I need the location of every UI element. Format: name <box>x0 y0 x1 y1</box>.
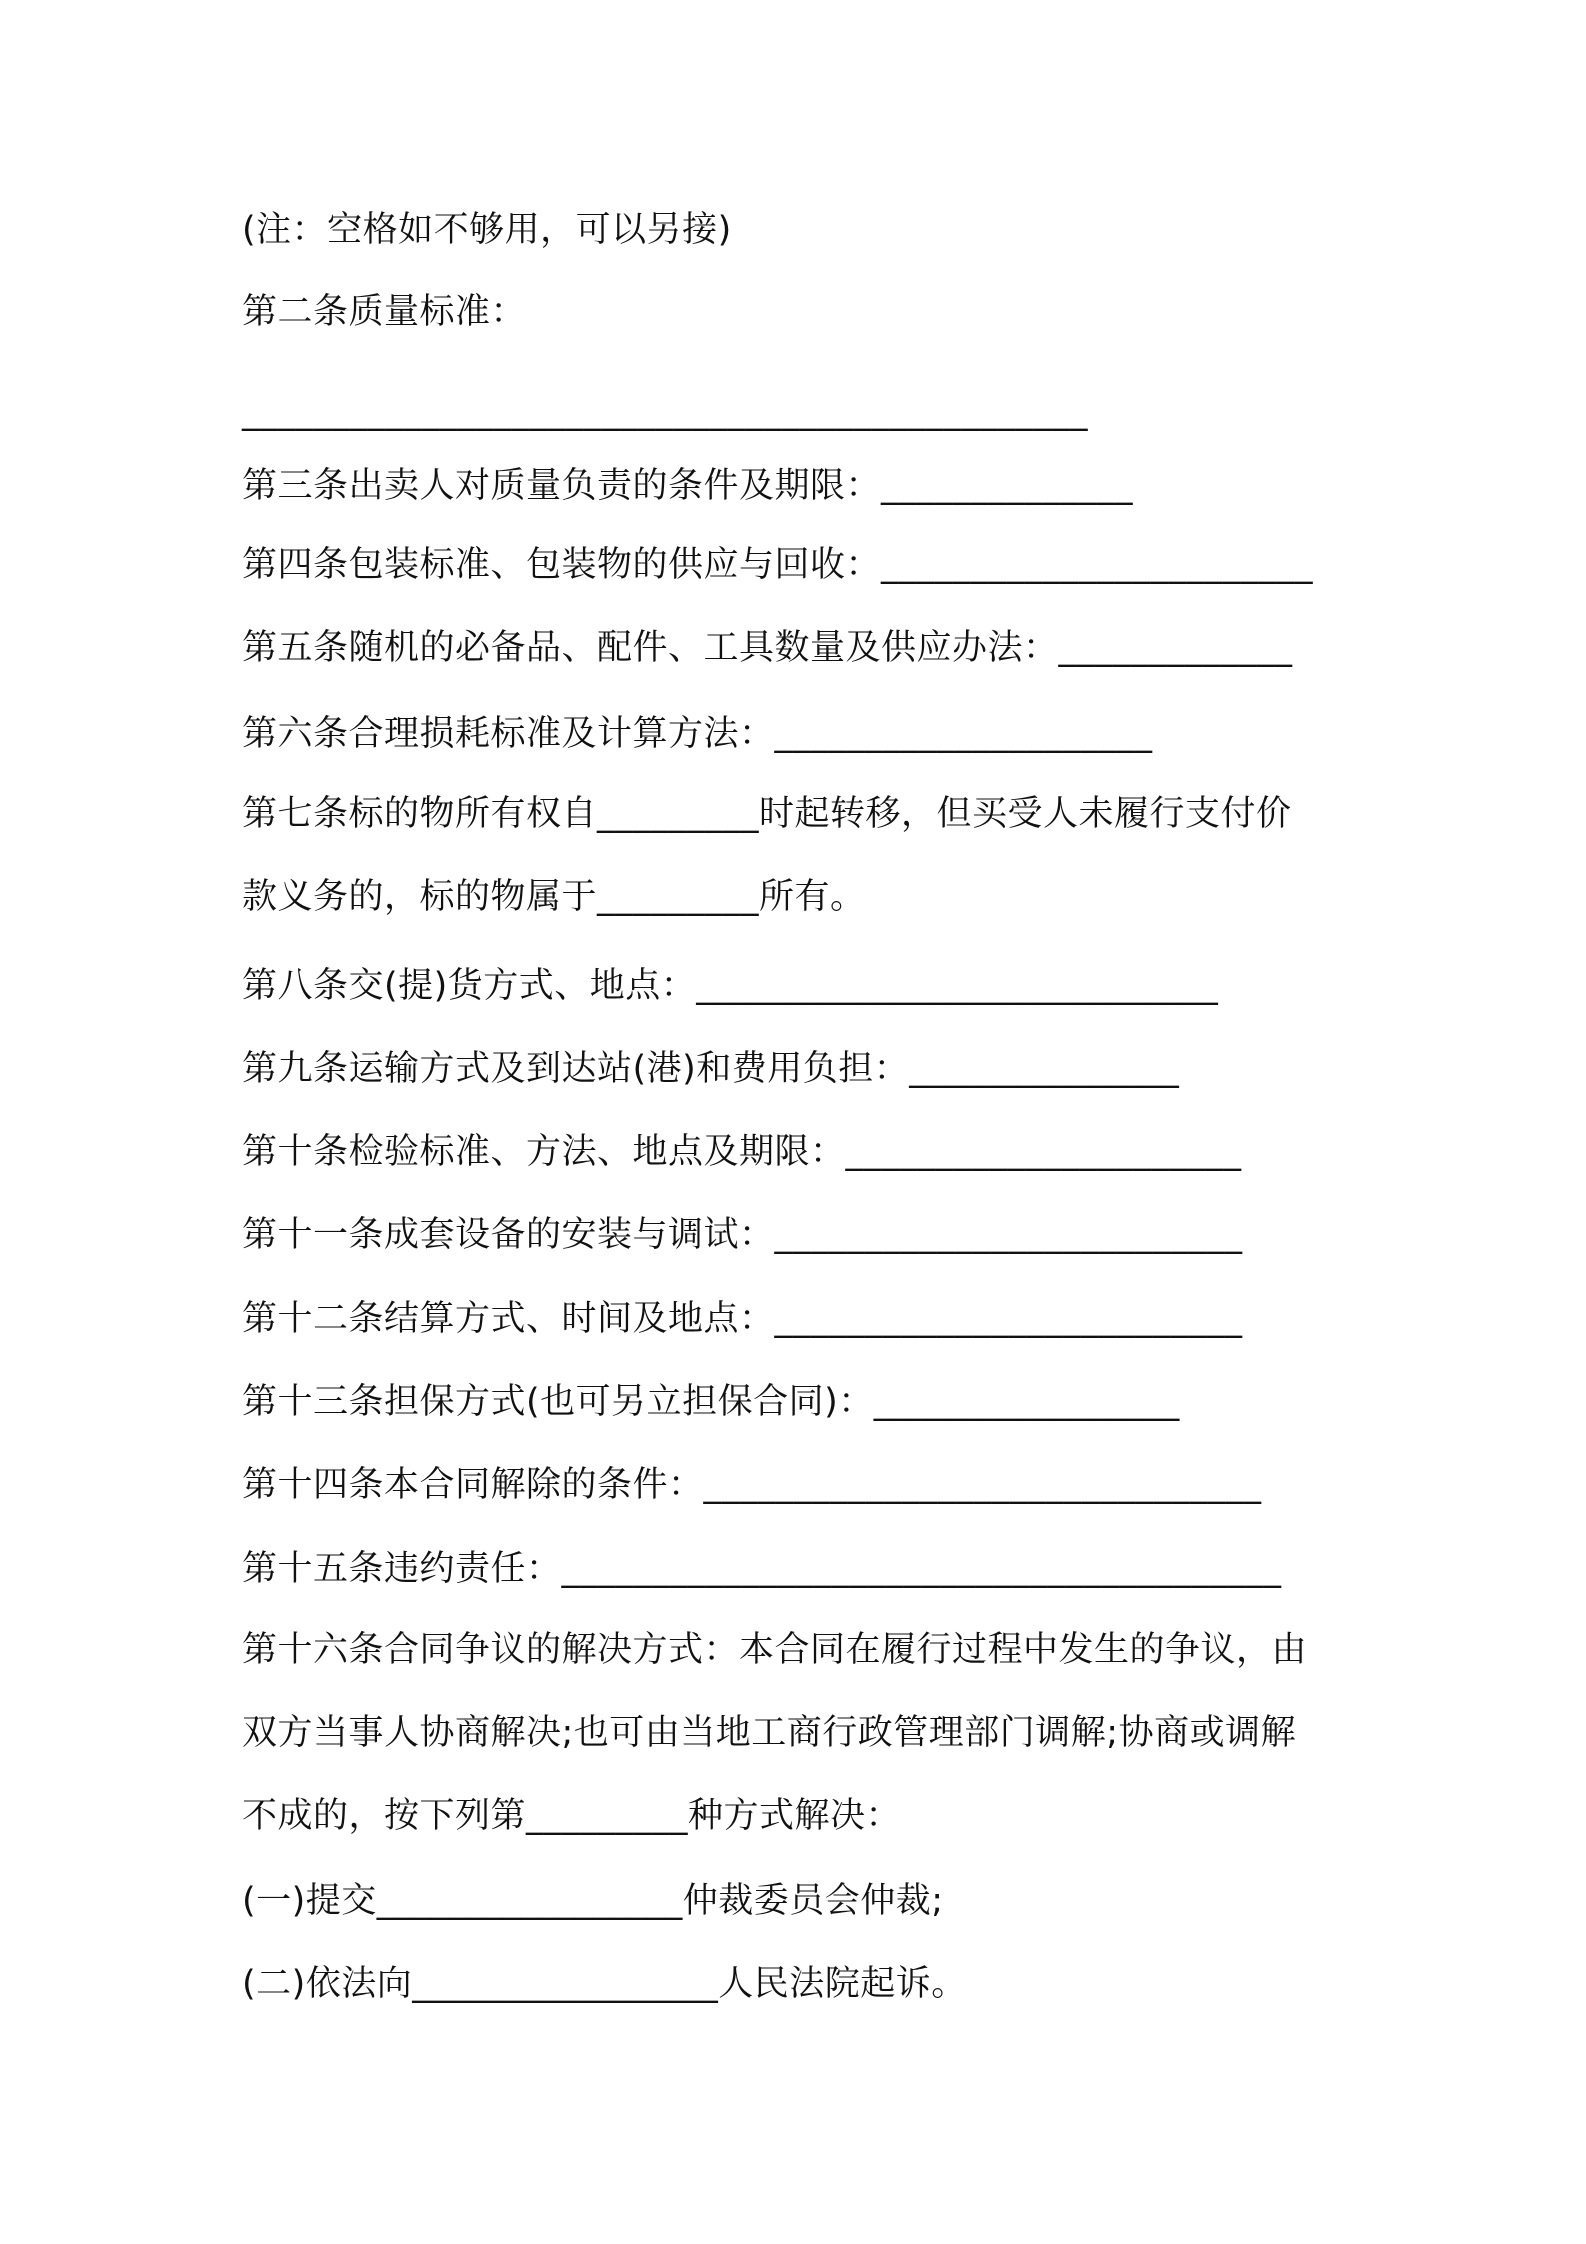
option-2: (二)依法向_________________人民法院起诉。 <box>242 1964 967 2004</box>
article-4: 第四条包装标准、包装物的供应与回收：________________________ <box>242 545 1314 585</box>
article-13: 第十三条担保方式(也可另立担保合同)：_________________ <box>242 1382 1180 1422</box>
article-7-line-2: 款义务的，标的物属于_________所有。 <box>242 877 866 917</box>
article-9: 第九条运输方式及到达站(港)和费用负担：_______________ <box>242 1049 1180 1089</box>
article-8: 第八条交(提)货方式、地点：_____________________________ <box>242 966 1219 1006</box>
article-2-title: 第二条质量标准： <box>242 292 527 332</box>
article-10: 第十条检验标准、方法、地点及期限：______________________ <box>242 1132 1242 1172</box>
option-1: (一)提交_________________仲裁委员会仲裁; <box>242 1881 944 1921</box>
article-2-blank: _______________________________________________ <box>242 392 1088 432</box>
article-16-line-1: 第十六条合同争议的解决方式：本合同在履行过程中发生的争议，由 <box>242 1630 1308 1670</box>
article-6: 第六条合理损耗标准及计算方法：_____________________ <box>242 714 1153 754</box>
article-16-line-3: 不成的，按下列第_________种方式解决： <box>242 1796 902 1836</box>
article-15: 第十五条违约责任：________________________________________ <box>242 1549 1282 1589</box>
article-16-line-2: 双方当事人协商解决;也可由当地工商行政管理部门调解;协商或调解 <box>242 1713 1297 1753</box>
article-12: 第十二条结算方式、时间及地点：__________________________ <box>242 1299 1243 1339</box>
article-14: 第十四条本合同解除的条件：_______________________________ <box>242 1465 1262 1505</box>
article-7-line-1: 第七条标的物所有权自_________时起转移，但买受人未履行支付价 <box>242 794 1292 834</box>
note-text: (注：空格如不够用，可以另接) <box>242 210 732 250</box>
article-11: 第十一条成套设备的安装与调试：__________________________ <box>242 1215 1243 1255</box>
article-3: 第三条出卖人对质量负责的条件及期限：______________ <box>242 466 1134 506</box>
article-5: 第五条随机的必备品、配件、工具数量及供应办法：_____________ <box>242 628 1293 668</box>
